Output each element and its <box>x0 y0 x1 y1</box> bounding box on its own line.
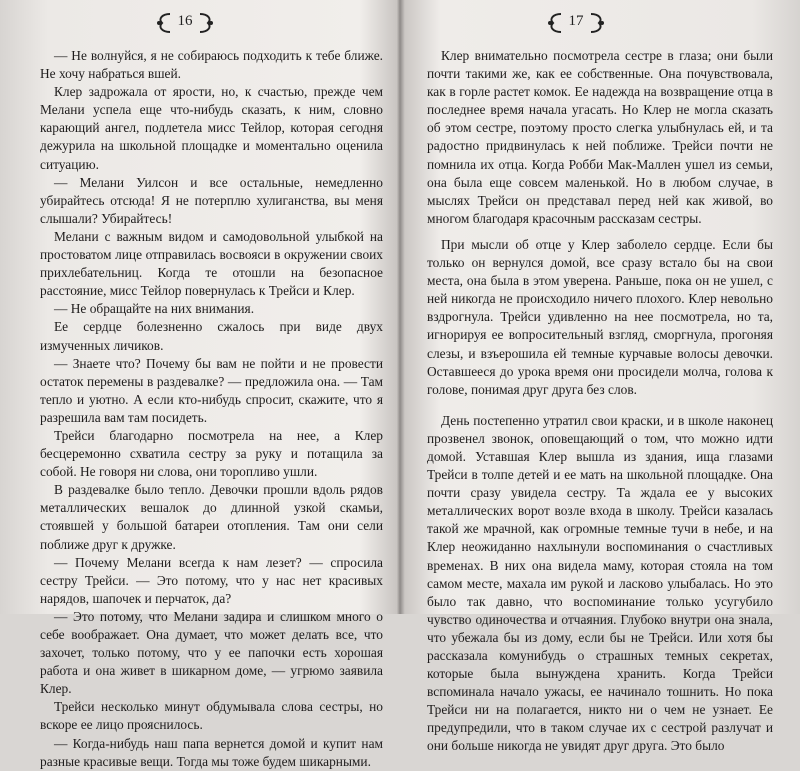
left-page <box>0 0 399 769</box>
paragraph: Ее сердце болезненно сжалось при виде двух измученных личиков. <box>40 319 383 353</box>
paragraph: День постепенно утратил свои краски, и в школе наконец прозвенел звонок, оповещающий о том, что можно идти домой. Уставшая Клер вышла из здания, ища глазами Трейси в толпе детей и ее мать на школьной площадке. Она почти сразу увидела сестру. Та ждала ее у высоких металлических ворот возле входа в школу. Трейси казалась такой же мрачной, как огромные темные тучи в небе, и на Клер неожиданно нахлынули воспоминания о счастливых временах. В них она видела маму, которая стояла на том самом месте, махала им рукой и ласково улыбалась. Но это было так давно, что воспоминание только усугубило чувство одиночества и отчаяния. Глубоко внутри она знала, что убежала бы из дому, если бы не Трейси. Или хотя бы рассказала комунибудь о страшных темных секретах, которые была вынуждена хранить. Когда Трейси вспоминала начало ужасы, ее начинало тошнить. Но пока Трейси ни на полагается, никто ни о чем не узнает. Ее предупредили, что в таком случае их с сестрой разлучат и они больше никогда не увидят друг друга. Это было <box>427 412 773 754</box>
paragraph: — Не волнуйся, я не собираюсь подходить к тебе ближе. Не хочу набраться вшей. <box>40 48 383 82</box>
right-page <box>401 0 800 754</box>
right-page-text <box>427 47 773 756</box>
paragraph: — Это потому, что Мелани задира и слишком много о себе воображает. Она думает, что может делать все, что захочет, только потому, что у ее папочки есть хорошая работа и она живет в шикарном доме, — угрюмо заявила Клер. <box>40 608 383 697</box>
page-number: 17 <box>568 13 584 29</box>
paragraph: В раздевалке было тепло. Девочки прошли вдоль рядов металлических вешалок до длинной узкой скамьи, стоявшей у большой батареи отопления. Там они сели поближе друг к дружке. <box>40 482 383 552</box>
paragraph: — Мелани Уилсон и все остальные, немедленно убирайтесь отсюда! Я не потерплю хулиганства, вы меня слышали? Убирайтесь! <box>40 174 383 226</box>
paragraph: — Когда-нибудь наш папа вернется домой и купит нам разные красивые вещи. Тогда мы тоже будем шикарными. <box>40 735 383 769</box>
paragraph: Трейси благодарно посмотрела на нее, а Клер бесцеремонно схватила сестру за руку и потащила за собой. Не говоря ни слова, они торопливо ушли. <box>40 427 383 480</box>
page-number: 16 <box>177 13 193 29</box>
page-number-ornament <box>150 10 220 36</box>
paragraph: Трейси несколько минут обдумывала слова сестры, но вскоре ее лицо прояснилось. <box>40 699 383 733</box>
paragraph: — Не обращайте на них внимания. <box>54 301 255 317</box>
paragraph: — Почему Мелани всегда к нам лезет? — спросила сестру Трейси. — Это потому, что у нас нет красивых нарядов, шапочек и перчаток, да? <box>40 554 383 606</box>
paragraph: При мысли об отце у Клер заболело сердце. Если бы только он вернулся домой, все сразу встало бы на свои места, она была в этом уверена. Раньше, пока он не ушел, с ней никогда не происходило ничего плохого. Клер невольно вздрогнула. Трейси удивленно на нее посмотрела, но та, игнорируя ее вопросительный взгляд, сморгнула, прогоняя слезы, и взъерошила ей темные курчавые волосы девочки. Оставшееся до урока время они просидели молча, голова к голове, понимая друг друга без слов. <box>427 236 773 397</box>
paragraph: Мелани с важным видом и самодовольной улыбкой на простоватом лице отправилась восвояси в окружении своих прихлебательниц. Когда те отошли на безопасное расстояние, мисс Тейлор повернулась к Трейси и Клер. <box>40 228 383 299</box>
paragraph: Клер внимательно посмотрела сестре в глаза; они были почти такими же, как ее собственные. Она почувствовала, как в горле растет комок. Ее надежда на возвращение отца в последнее время начала угасать. Но Клер не могла сказать об этом сестре, поэтому просто слегка улыбнулась ей, и та радостно придвинулась к ней поближе. Трейси почти не помнила их отца. Когда Робби Мак-Маллен ушел из семьи, она была еще совсем маленькой. Но в любом случае, в мыслях Трейси он представал перед ней как живой, во многом благодаря красочным рассказам сестры. <box>427 48 773 226</box>
paragraph: Клер задрожала от ярости, но, к счастью, прежде чем Мелани успела еще что-нибудь сказать, к ним, словно карающий ангел, подлетела мисс Тейлор, которая сегодня дежурила на школьной площадке и моментально оценила ситуацию. <box>40 84 383 172</box>
left-page-text <box>40 47 383 771</box>
page-number-ornament <box>541 10 611 36</box>
paragraph: — Знаете что? Почему бы вам не пойти и не провести остаток перемены в раздевалке? — предложила она. — Там тепло и уютно. А если кто-нибудь спросит, скажите, что я разрешила вам там посидеть. <box>40 355 383 425</box>
